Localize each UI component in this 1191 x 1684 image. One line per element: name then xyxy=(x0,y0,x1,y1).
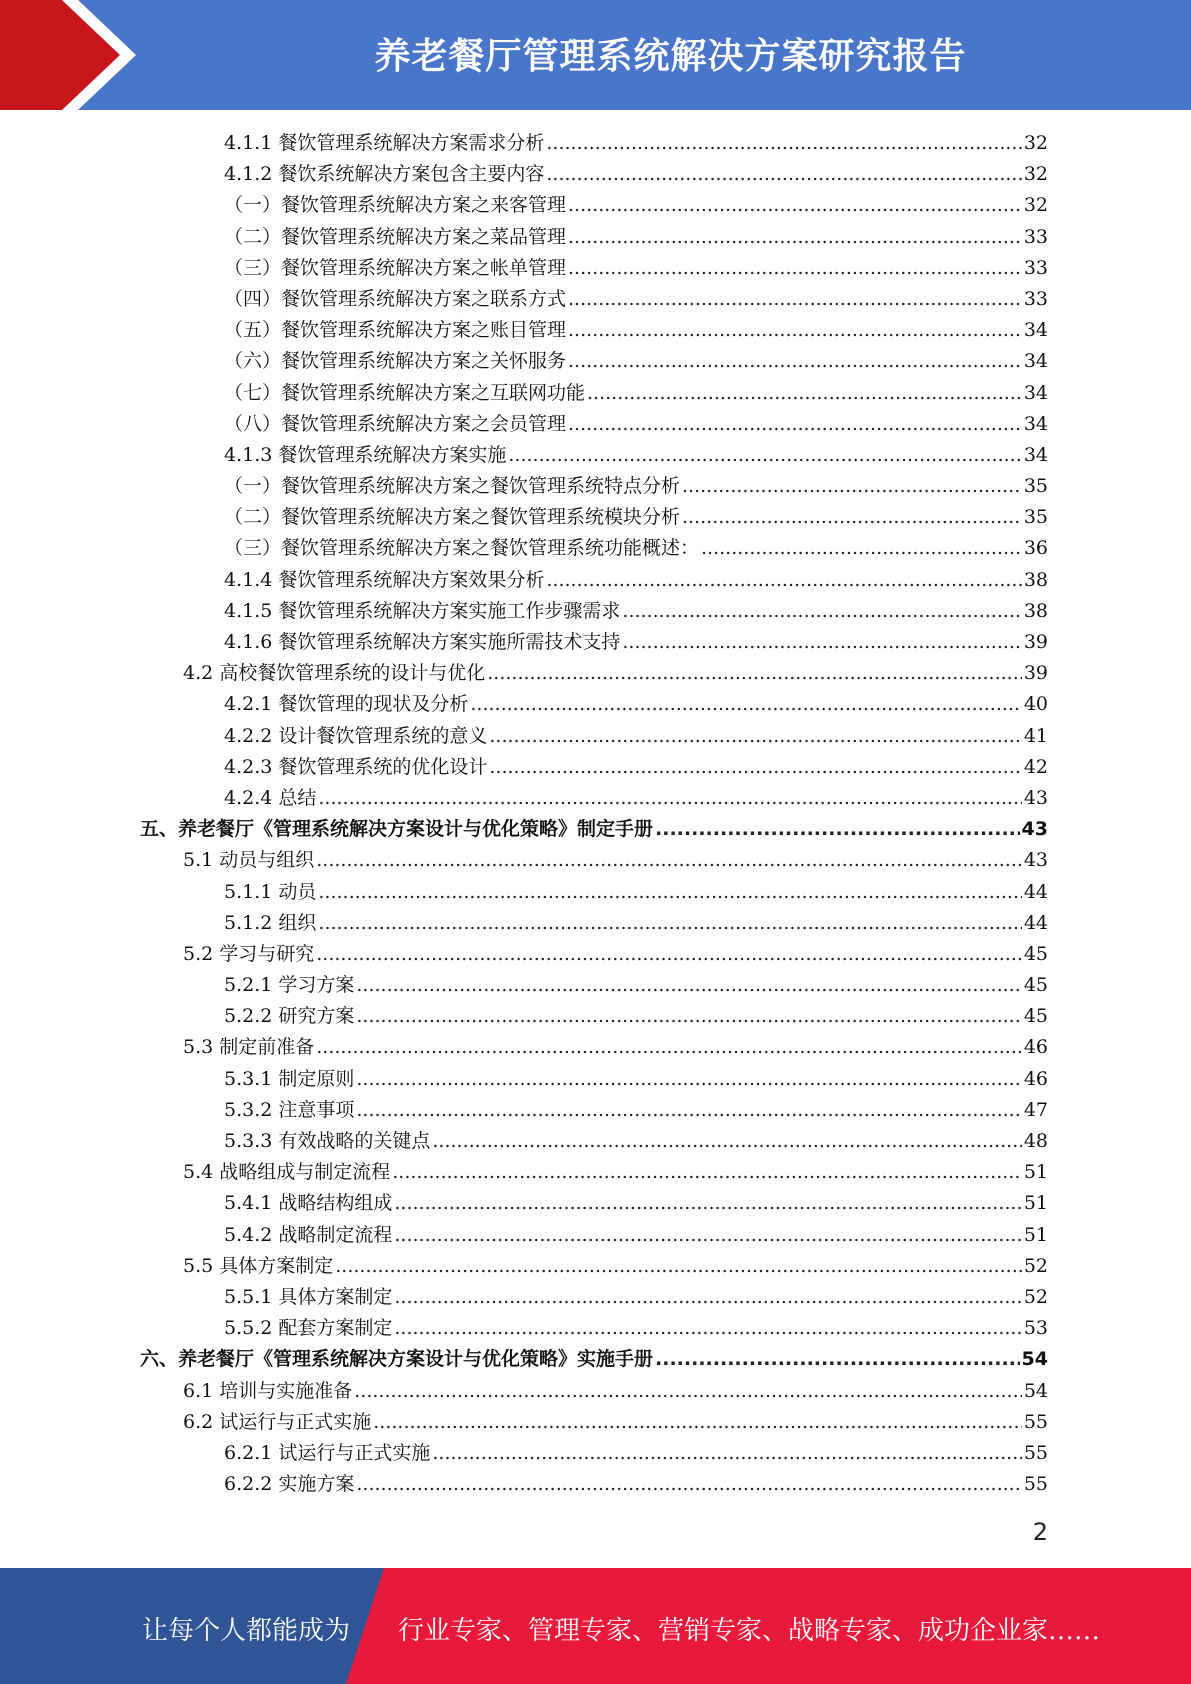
toc-entry[interactable] xyxy=(140,752,1048,783)
chevron-arrow-icon xyxy=(0,0,160,110)
toc-entry-title: 5.5.2 配套方案制定 xyxy=(224,1317,393,1340)
toc-entry[interactable] xyxy=(140,378,1048,409)
toc-entry-page: 43 xyxy=(1021,818,1048,841)
toc-entry-title: 4.2.1 餐饮管理的现状及分析 xyxy=(224,693,469,716)
toc-entry-page: 55 xyxy=(1023,1473,1048,1496)
toc-dot-leader xyxy=(356,1469,1021,1500)
toc-dot-leader xyxy=(318,783,1021,814)
toc-entry-title: （二）餐饮管理系统解决方案之餐饮管理系统模块分析 xyxy=(224,506,681,529)
toc-entry-title: 6.1 培训与实施准备 xyxy=(183,1379,353,1402)
toc-dot-leader xyxy=(487,658,1022,689)
toc-dot-leader xyxy=(432,1126,1021,1157)
toc-dot-leader xyxy=(394,1188,1021,1219)
toc-entry[interactable] xyxy=(140,128,1048,159)
toc-entry[interactable] xyxy=(140,721,1048,752)
toc-entry-title: 4.1.5 餐饮管理系统解决方案实施工作步骤需求 xyxy=(224,599,621,622)
toc-entry-title: 5.2.1 学习方案 xyxy=(224,974,355,997)
toc-dot-leader xyxy=(394,1220,1021,1251)
toc-dot-leader xyxy=(489,752,1021,783)
toc-dot-leader xyxy=(356,1064,1021,1095)
toc-entry[interactable] xyxy=(140,159,1048,190)
toc-entry[interactable] xyxy=(140,533,1048,564)
toc-entry[interactable] xyxy=(140,1376,1048,1407)
toc-entry-page: 35 xyxy=(1023,475,1048,498)
toc-entry-page: 47 xyxy=(1023,1098,1048,1121)
toc-dot-leader xyxy=(622,627,1021,658)
toc-entry-page: 41 xyxy=(1023,724,1048,747)
toc-dot-leader xyxy=(394,1282,1021,1313)
toc-entry[interactable] xyxy=(140,814,1048,845)
toc-dot-leader xyxy=(394,1313,1021,1344)
toc-entry-page: 42 xyxy=(1023,755,1048,778)
toc-entry-title: （八）餐饮管理系统解决方案之会员管理 xyxy=(224,412,567,435)
toc-entry-page: 53 xyxy=(1023,1317,1048,1340)
toc-entry-title: （一）餐饮管理系统解决方案之来客管理 xyxy=(224,194,567,217)
toc-entry[interactable] xyxy=(140,877,1048,908)
toc-entry-title: 4.2.2 设计餐饮管理系统的意义 xyxy=(224,724,488,747)
toc-entry[interactable] xyxy=(140,1407,1048,1438)
toc-dot-leader xyxy=(568,409,1022,440)
toc-entry-page: 33 xyxy=(1023,225,1048,248)
document-title: 养老餐厅管理系统解决方案研究报告 xyxy=(374,36,967,77)
toc-entry[interactable] xyxy=(140,409,1048,440)
toc-dot-leader xyxy=(546,565,1021,596)
toc-dot-leader xyxy=(356,1095,1021,1126)
toc-entry-page: 45 xyxy=(1023,942,1048,965)
toc-entry-page: 35 xyxy=(1023,506,1048,529)
toc-dot-leader xyxy=(546,128,1021,159)
toc-entry-page: 44 xyxy=(1023,880,1048,903)
toc-dot-leader xyxy=(356,970,1021,1001)
toc-entry[interactable] xyxy=(140,346,1048,377)
toc-dot-leader xyxy=(568,253,1022,284)
toc-entry[interactable] xyxy=(140,1032,1048,1063)
toc-dot-leader xyxy=(356,1001,1021,1032)
toc-entry-page: 52 xyxy=(1023,1254,1048,1277)
footer-banner xyxy=(0,1568,1191,1684)
toc-entry-page: 32 xyxy=(1023,194,1048,217)
toc-entry-page: 34 xyxy=(1023,381,1048,404)
toc-entry[interactable] xyxy=(140,627,1048,658)
toc-entry-page: 46 xyxy=(1023,1036,1048,1059)
toc-entry[interactable] xyxy=(140,939,1048,970)
toc-entry-title: 5.1.1 动员 xyxy=(224,880,317,903)
toc-entry-page: 32 xyxy=(1023,163,1048,186)
toc-entry[interactable] xyxy=(140,1064,1048,1095)
toc-entry[interactable] xyxy=(140,1469,1048,1500)
toc-dot-leader xyxy=(568,284,1022,315)
toc-entry[interactable] xyxy=(140,1157,1048,1188)
toc-entry-title: 5.4.1 战略结构组成 xyxy=(224,1192,393,1215)
toc-entry[interactable] xyxy=(140,315,1048,346)
toc-dot-leader xyxy=(316,845,1022,876)
toc-entry-title: 5.1.2 组织 xyxy=(224,911,317,934)
toc-entry-page: 45 xyxy=(1023,1005,1048,1028)
page-number: 2 xyxy=(1032,1518,1048,1546)
toc-dot-leader xyxy=(568,346,1022,377)
footer-slogan-right: 行业专家、管理专家、营销专家、战略专家、成功企业家…… xyxy=(398,1616,1101,1646)
toc-entry[interactable] xyxy=(140,1438,1048,1469)
toc-dot-leader xyxy=(682,471,1022,502)
toc-entry[interactable] xyxy=(140,1282,1048,1313)
toc-entry[interactable] xyxy=(140,845,1048,876)
toc-dot-leader xyxy=(568,222,1022,253)
toc-entry[interactable] xyxy=(140,253,1048,284)
toc-entry-page: 34 xyxy=(1023,412,1048,435)
toc-entry[interactable] xyxy=(140,970,1048,1001)
toc-dot-leader xyxy=(432,1438,1021,1469)
toc-entry[interactable] xyxy=(140,1188,1048,1219)
toc-entry-page: 55 xyxy=(1023,1410,1048,1433)
toc-entry-page: 38 xyxy=(1023,599,1048,622)
toc-entry-page: 48 xyxy=(1023,1130,1048,1152)
toc-entry-page: 38 xyxy=(1023,568,1048,591)
toc-entry-title: （二）餐饮管理系统解决方案之菜品管理 xyxy=(224,225,567,248)
toc-dot-leader xyxy=(568,315,1022,346)
toc-entry-title: 5.3.3 有效战略的关键点 xyxy=(224,1130,431,1152)
toc-entry-page: 44 xyxy=(1023,911,1048,934)
toc-entry-title: 5.2.2 研究方案 xyxy=(224,1005,355,1028)
toc-entry[interactable] xyxy=(140,1220,1048,1251)
toc-dot-leader xyxy=(335,1251,1022,1282)
toc-entry-title: （六）餐饮管理系统解决方案之关怀服务 xyxy=(224,350,567,373)
toc-entry-title: 4.1.6 餐饮管理系统解决方案实施所需技术支持 xyxy=(224,631,621,653)
toc-entry[interactable] xyxy=(140,565,1048,596)
toc-dot-leader xyxy=(587,378,1022,409)
toc-entry-title: （三）餐饮管理系统解决方案之餐饮管理系统功能概述： xyxy=(224,537,700,560)
toc-dot-leader xyxy=(682,502,1022,533)
toc-entry-title: 5.3 制定前准备 xyxy=(183,1036,315,1059)
toc-entry-page: 33 xyxy=(1023,256,1048,279)
toc-entry-page: 51 xyxy=(1023,1161,1048,1184)
toc-entry-title: 4.1.3 餐饮管理系统解决方案实施 xyxy=(224,443,507,466)
footer-slogan-left: 让每个人都能成为 xyxy=(142,1616,351,1646)
toc-entry-page: 39 xyxy=(1023,631,1048,653)
toc-entry[interactable] xyxy=(140,222,1048,253)
toc-entry-page: 54 xyxy=(1021,1348,1048,1371)
toc-entry[interactable] xyxy=(140,190,1048,221)
toc-entry[interactable] xyxy=(140,908,1048,939)
toc-dot-leader xyxy=(622,596,1021,627)
toc-dot-leader xyxy=(318,908,1021,939)
toc-entry-title: 5.4 战略组成与制定流程 xyxy=(183,1161,391,1184)
toc-entry-page: 45 xyxy=(1023,974,1048,997)
header-banner xyxy=(0,0,1191,110)
toc-entry-title: 6.2 试运行与正式实施 xyxy=(183,1410,372,1433)
toc-entry-page: 32 xyxy=(1023,132,1048,154)
toc-entry[interactable] xyxy=(140,1001,1048,1032)
toc-entry[interactable] xyxy=(140,783,1048,814)
toc-dot-leader xyxy=(318,877,1021,908)
toc-entry-page: 55 xyxy=(1023,1441,1048,1464)
toc-dot-leader xyxy=(316,939,1022,970)
toc-entry-title: 4.1.4 餐饮管理系统解决方案效果分析 xyxy=(224,568,545,591)
toc-entry-title: 6.2.1 试运行与正式实施 xyxy=(224,1441,431,1464)
toc-entry-title: （七）餐饮管理系统解决方案之互联网功能 xyxy=(224,381,586,404)
toc-entry[interactable] xyxy=(140,1313,1048,1344)
toc-dot-leader xyxy=(508,440,1021,471)
toc-entry[interactable] xyxy=(140,502,1048,533)
toc-entry-title: 4.2.3 餐饮管理系统的优化设计 xyxy=(224,755,488,778)
toc-entry[interactable] xyxy=(140,1344,1048,1375)
toc-entry-title: 五、养老餐厅《管理系统解决方案设计与优化策略》制定手册 xyxy=(140,818,654,841)
toc-entry-page: 51 xyxy=(1023,1223,1048,1246)
toc-dot-leader xyxy=(392,1157,1022,1188)
toc-entry-title: 6.2.2 实施方案 xyxy=(224,1473,355,1496)
toc-entry[interactable] xyxy=(140,1251,1048,1282)
toc-entry-title: 5.2 学习与研究 xyxy=(183,942,315,965)
toc-entry-title: 5.5.1 具体方案制定 xyxy=(224,1285,393,1308)
toc-entry-title: （一）餐饮管理系统解决方案之餐饮管理系统特点分析 xyxy=(224,475,681,498)
toc-entry-page: 51 xyxy=(1023,1192,1048,1215)
toc-entry-page: 34 xyxy=(1023,350,1048,373)
toc-dot-leader xyxy=(354,1376,1022,1407)
toc-entry-title: 5.5 具体方案制定 xyxy=(183,1254,334,1277)
toc-dot-leader xyxy=(546,159,1021,190)
toc-entry-page: 33 xyxy=(1023,287,1048,310)
toc-dot-leader xyxy=(373,1407,1022,1438)
toc-dot-leader xyxy=(701,533,1022,564)
toc-entry-title: 5.4.2 战略制定流程 xyxy=(224,1223,393,1246)
toc-entry-page: 43 xyxy=(1023,786,1048,809)
toc-entry[interactable] xyxy=(140,1095,1048,1126)
toc-entry-page: 52 xyxy=(1023,1285,1048,1308)
toc-entry-title: 4.2 高校餐饮管理系统的设计与优化 xyxy=(183,662,486,685)
toc-dot-leader xyxy=(655,1344,1020,1375)
toc-dot-leader xyxy=(655,814,1020,845)
toc-entry-page: 34 xyxy=(1023,319,1048,342)
toc-entry-title: 5.3.1 制定原则 xyxy=(224,1067,355,1090)
table-of-contents xyxy=(140,128,1048,1500)
toc-entry-title: 5.3.2 注意事项 xyxy=(224,1098,355,1121)
toc-entry-title: （五）餐饮管理系统解决方案之账目管理 xyxy=(224,319,567,342)
toc-entry-page: 46 xyxy=(1023,1067,1048,1090)
toc-dot-leader xyxy=(489,721,1021,752)
toc-dot-leader xyxy=(316,1032,1022,1063)
toc-entry[interactable] xyxy=(140,689,1048,720)
toc-entry[interactable] xyxy=(140,596,1048,627)
toc-entry-page: 34 xyxy=(1023,443,1048,466)
toc-entry-title: （三）餐饮管理系统解决方案之帐单管理 xyxy=(224,256,567,279)
toc-entry-page: 36 xyxy=(1023,537,1048,560)
toc-entry-title: 4.1.1 餐饮管理系统解决方案需求分析 xyxy=(224,132,545,154)
toc-entry[interactable] xyxy=(140,1126,1048,1157)
toc-entry-page: 54 xyxy=(1023,1379,1048,1402)
toc-entry[interactable] xyxy=(140,471,1048,502)
toc-entry-title: 4.2.4 总结 xyxy=(224,786,317,809)
toc-entry-title: 六、养老餐厅《管理系统解决方案设计与优化策略》实施手册 xyxy=(140,1348,654,1371)
toc-entry[interactable] xyxy=(140,658,1048,689)
toc-entry-page: 40 xyxy=(1023,693,1048,716)
toc-entry-title: 5.1 动员与组织 xyxy=(183,849,315,872)
toc-dot-leader xyxy=(568,190,1022,221)
toc-dot-leader xyxy=(470,689,1021,720)
toc-entry-title: （四）餐饮管理系统解决方案之联系方式 xyxy=(224,287,567,310)
toc-entry-page: 43 xyxy=(1023,849,1048,872)
toc-entry-title: 4.1.2 餐饮系统解决方案包含主要内容 xyxy=(224,163,545,186)
toc-entry[interactable] xyxy=(140,440,1048,471)
toc-entry[interactable] xyxy=(140,284,1048,315)
toc-entry-page: 39 xyxy=(1023,662,1048,685)
